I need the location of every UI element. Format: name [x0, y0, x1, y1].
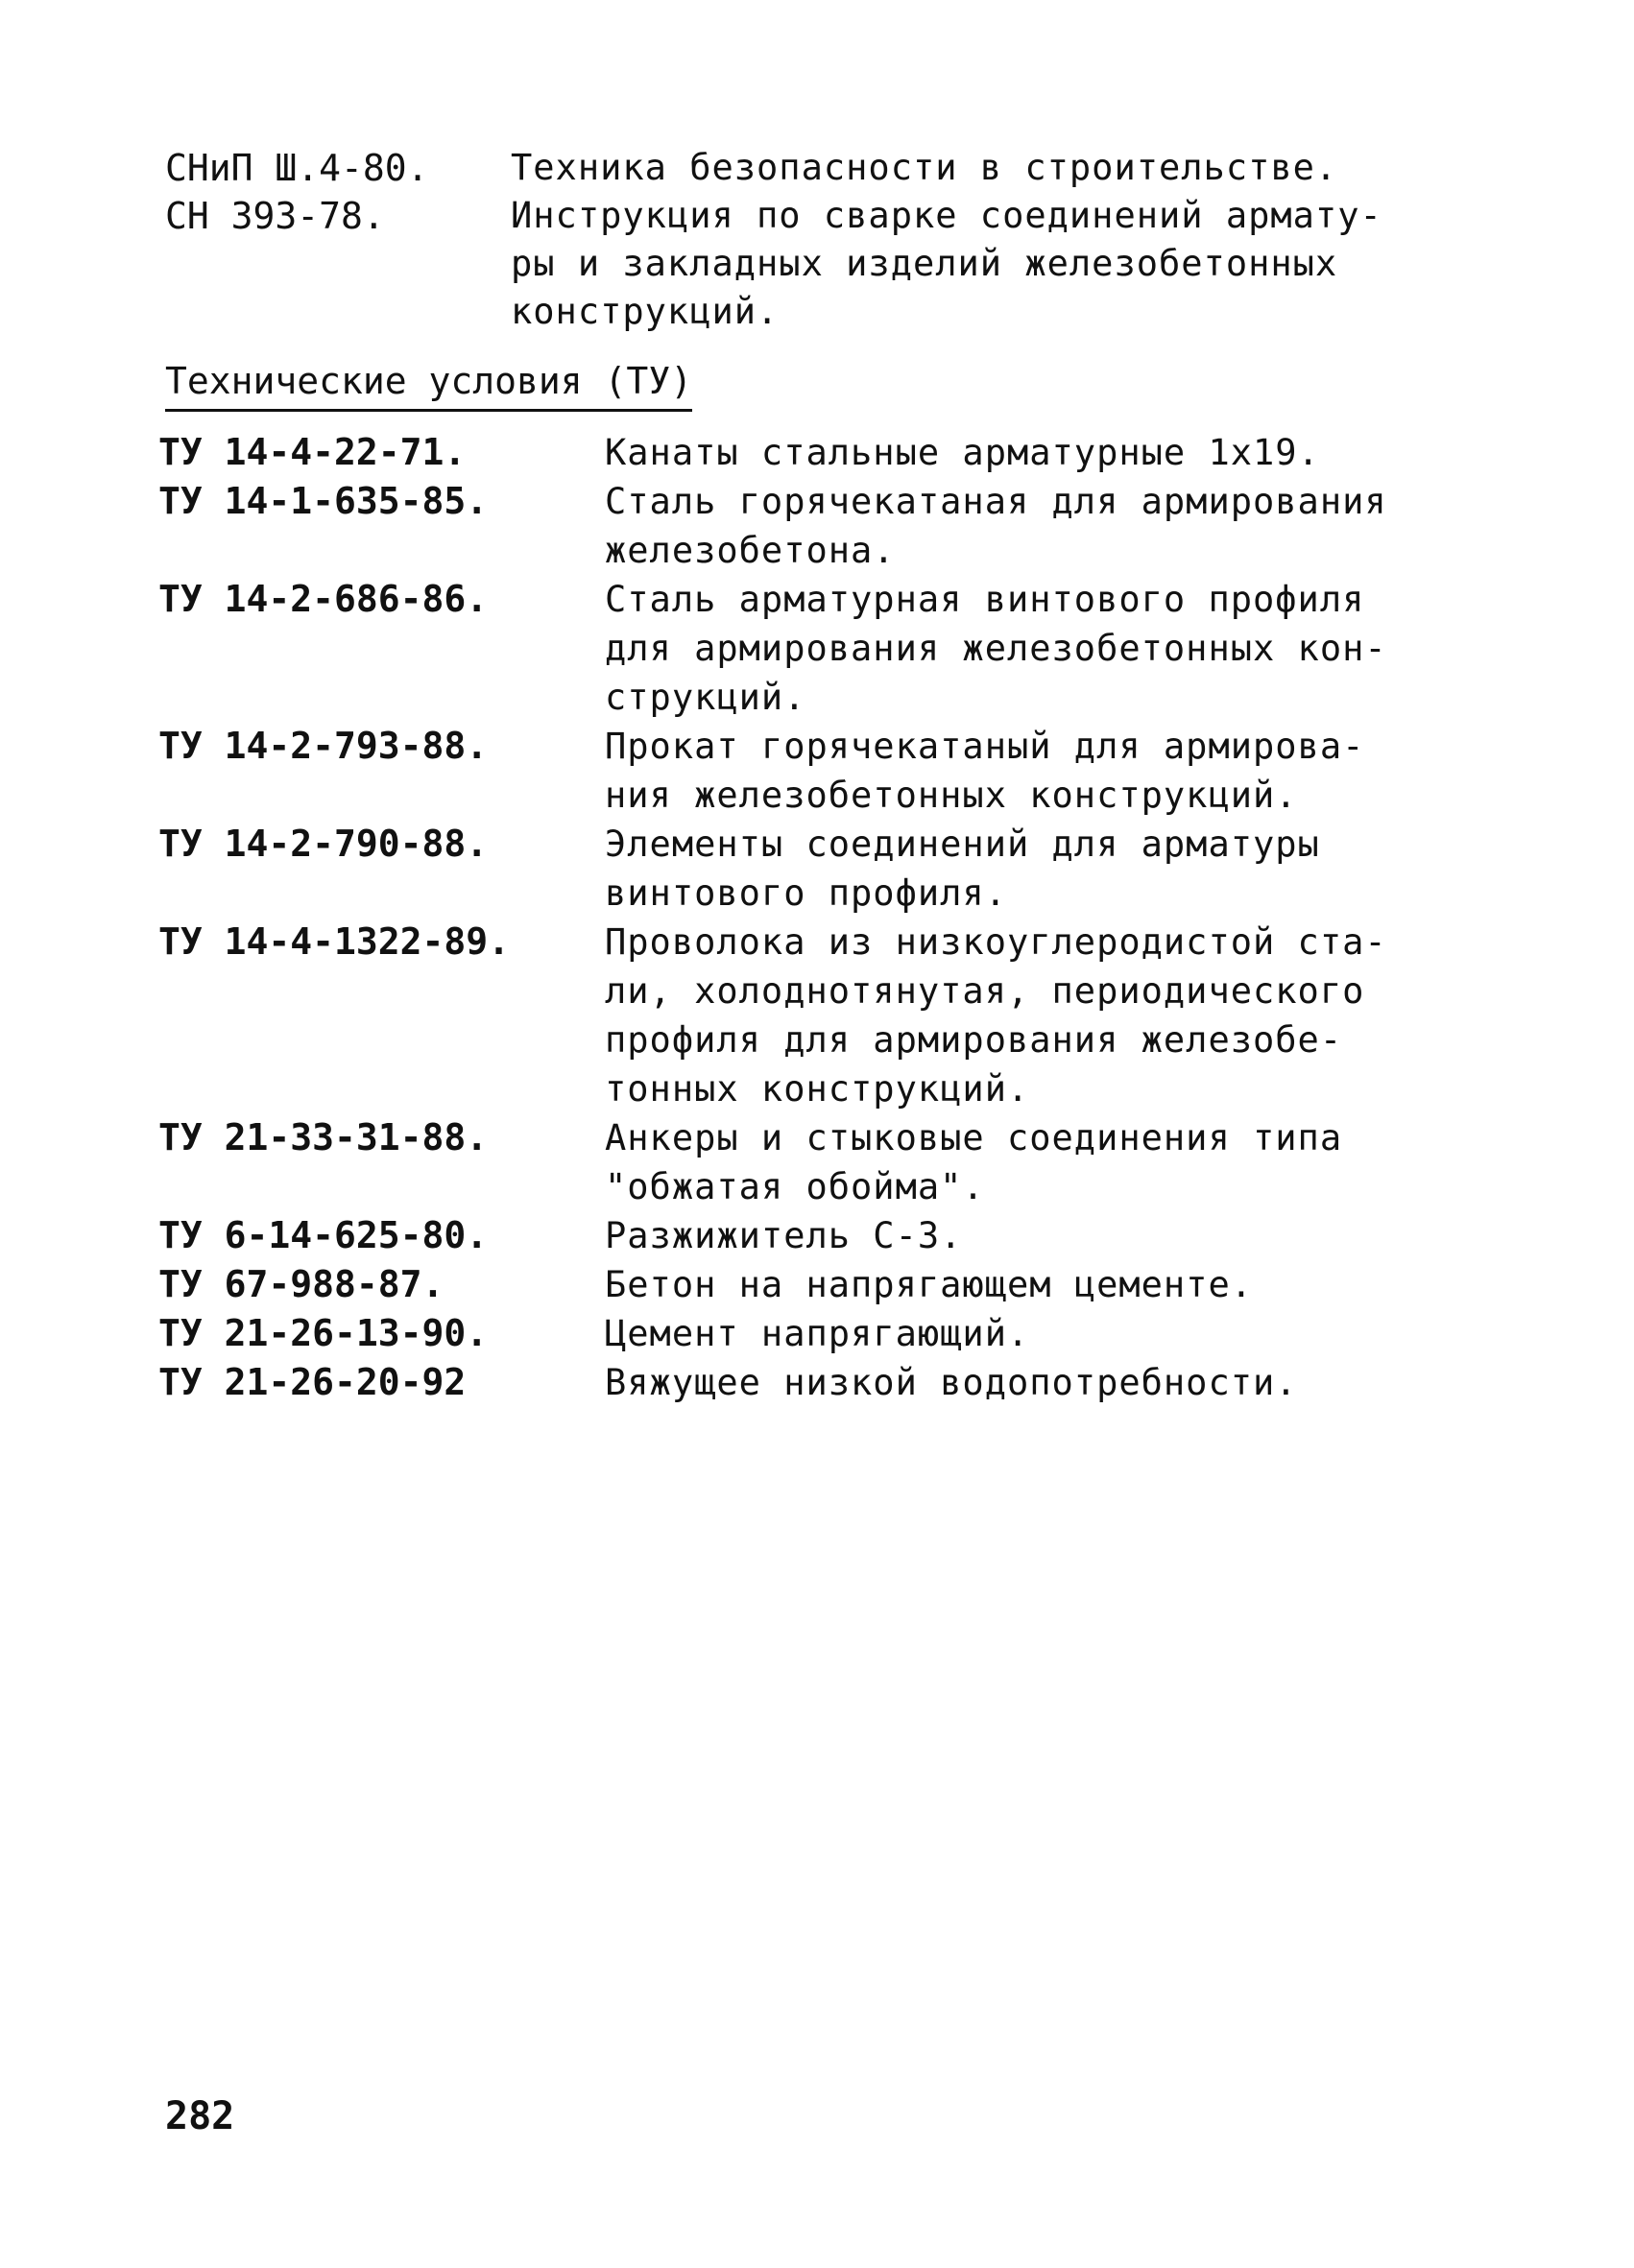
section-heading: Технические условия (ТУ) [165, 357, 692, 412]
norm-row [165, 144, 1509, 192]
tu-code: ТУ 14-1-635-85. [158, 480, 489, 522]
norm-row [165, 192, 1509, 336]
tu-title-line: ли, холоднотянутая, периодического [605, 970, 1365, 1012]
tu-title [605, 1309, 1522, 1358]
tu-code: ТУ 14-4-1322-89. [158, 920, 511, 963]
tu-title-line: Элементы соединений для арматуры [605, 824, 1320, 865]
tu-row [158, 918, 1522, 1113]
tu-title-line: железобетона. [605, 530, 896, 571]
tu-row [158, 1260, 1522, 1309]
tu-title-line: для армирования железобетонных кон- [605, 628, 1387, 669]
tu-row [158, 575, 1522, 722]
tu-row [158, 1113, 1522, 1211]
tu-title-line: тонных конструкций. [605, 1068, 1030, 1110]
page-number: 282 [165, 2094, 235, 2138]
tu-title-line: Канаты стальные арматурные 1х19. [605, 432, 1320, 473]
norm-code: СН 393-78. [165, 195, 385, 237]
tu-title [605, 1260, 1522, 1309]
tu-title-line: струкций. [605, 677, 806, 718]
tu-title [605, 477, 1522, 575]
tu-title [605, 1211, 1522, 1260]
tu-code: ТУ 6-14-625-80. [158, 1214, 489, 1256]
tu-title-line: ния железобетонных конструкций. [605, 775, 1298, 816]
tu-title-line: Бетон на напрягающем цементе. [605, 1264, 1254, 1305]
tu-title-line: профиля для армирования железобе- [605, 1019, 1343, 1061]
tu-title-line: Сталь горячекатаная для армирования [605, 481, 1387, 522]
tu-title-line: Цемент напрягающий. [605, 1313, 1030, 1354]
tu-title [605, 722, 1522, 820]
tu-row [158, 1309, 1522, 1358]
norm-title-line: конструкций. [511, 291, 780, 332]
tu-code: ТУ 21-26-13-90. [158, 1312, 489, 1354]
tu-title-line: винтового профиля. [605, 872, 1007, 914]
tu-title [605, 820, 1522, 918]
tu-title [605, 575, 1522, 722]
tu-row [158, 722, 1522, 820]
tu-row [158, 477, 1522, 575]
tu-code: ТУ 14-4-22-71. [158, 431, 467, 473]
tu-row [158, 820, 1522, 918]
tu-row [158, 428, 1522, 477]
tu-code: ТУ 21-33-31-88. [158, 1116, 489, 1158]
tu-title [605, 1358, 1522, 1407]
tu-title-line: "обжатая обойма". [605, 1166, 985, 1207]
tu-title [605, 918, 1522, 1113]
tu-title [605, 428, 1522, 477]
norms-list [165, 144, 1509, 336]
tu-title-line: Сталь арматурная винтового профиля [605, 579, 1365, 620]
tu-title-line: Разжижитель С-3. [605, 1215, 963, 1256]
tu-code: ТУ 67-988-87. [158, 1263, 445, 1305]
tu-title-line: Анкеры и стыковые соединения типа [605, 1117, 1343, 1158]
tu-code: ТУ 21-26-20-92 [158, 1361, 467, 1403]
norm-title-line: Техника безопасности в строительстве. [511, 147, 1338, 188]
tu-row [158, 1358, 1522, 1407]
tu-list [158, 428, 1522, 1407]
tu-code: ТУ 14-2-790-88. [158, 823, 489, 865]
norm-title [511, 144, 1471, 192]
tu-code: ТУ 14-2-793-88. [158, 725, 489, 767]
tu-code: ТУ 14-2-686-86. [158, 578, 489, 620]
norm-title [511, 192, 1471, 336]
norm-title-line: ры и закладных изделий железобетонных [511, 243, 1338, 284]
norm-title-line: Инструкция по сварке соединений армату- [511, 195, 1382, 236]
norm-code: СНиП Ш.4-80. [165, 147, 429, 189]
tu-title-line: Прокат горячекатаный для армирова- [605, 726, 1365, 767]
tu-title [605, 1113, 1522, 1211]
tu-row [158, 1211, 1522, 1260]
tu-title-line: Проволока из низкоуглеродистой ста- [605, 921, 1387, 963]
tu-title-line: Вяжущее низкой водопотребности. [605, 1362, 1298, 1403]
